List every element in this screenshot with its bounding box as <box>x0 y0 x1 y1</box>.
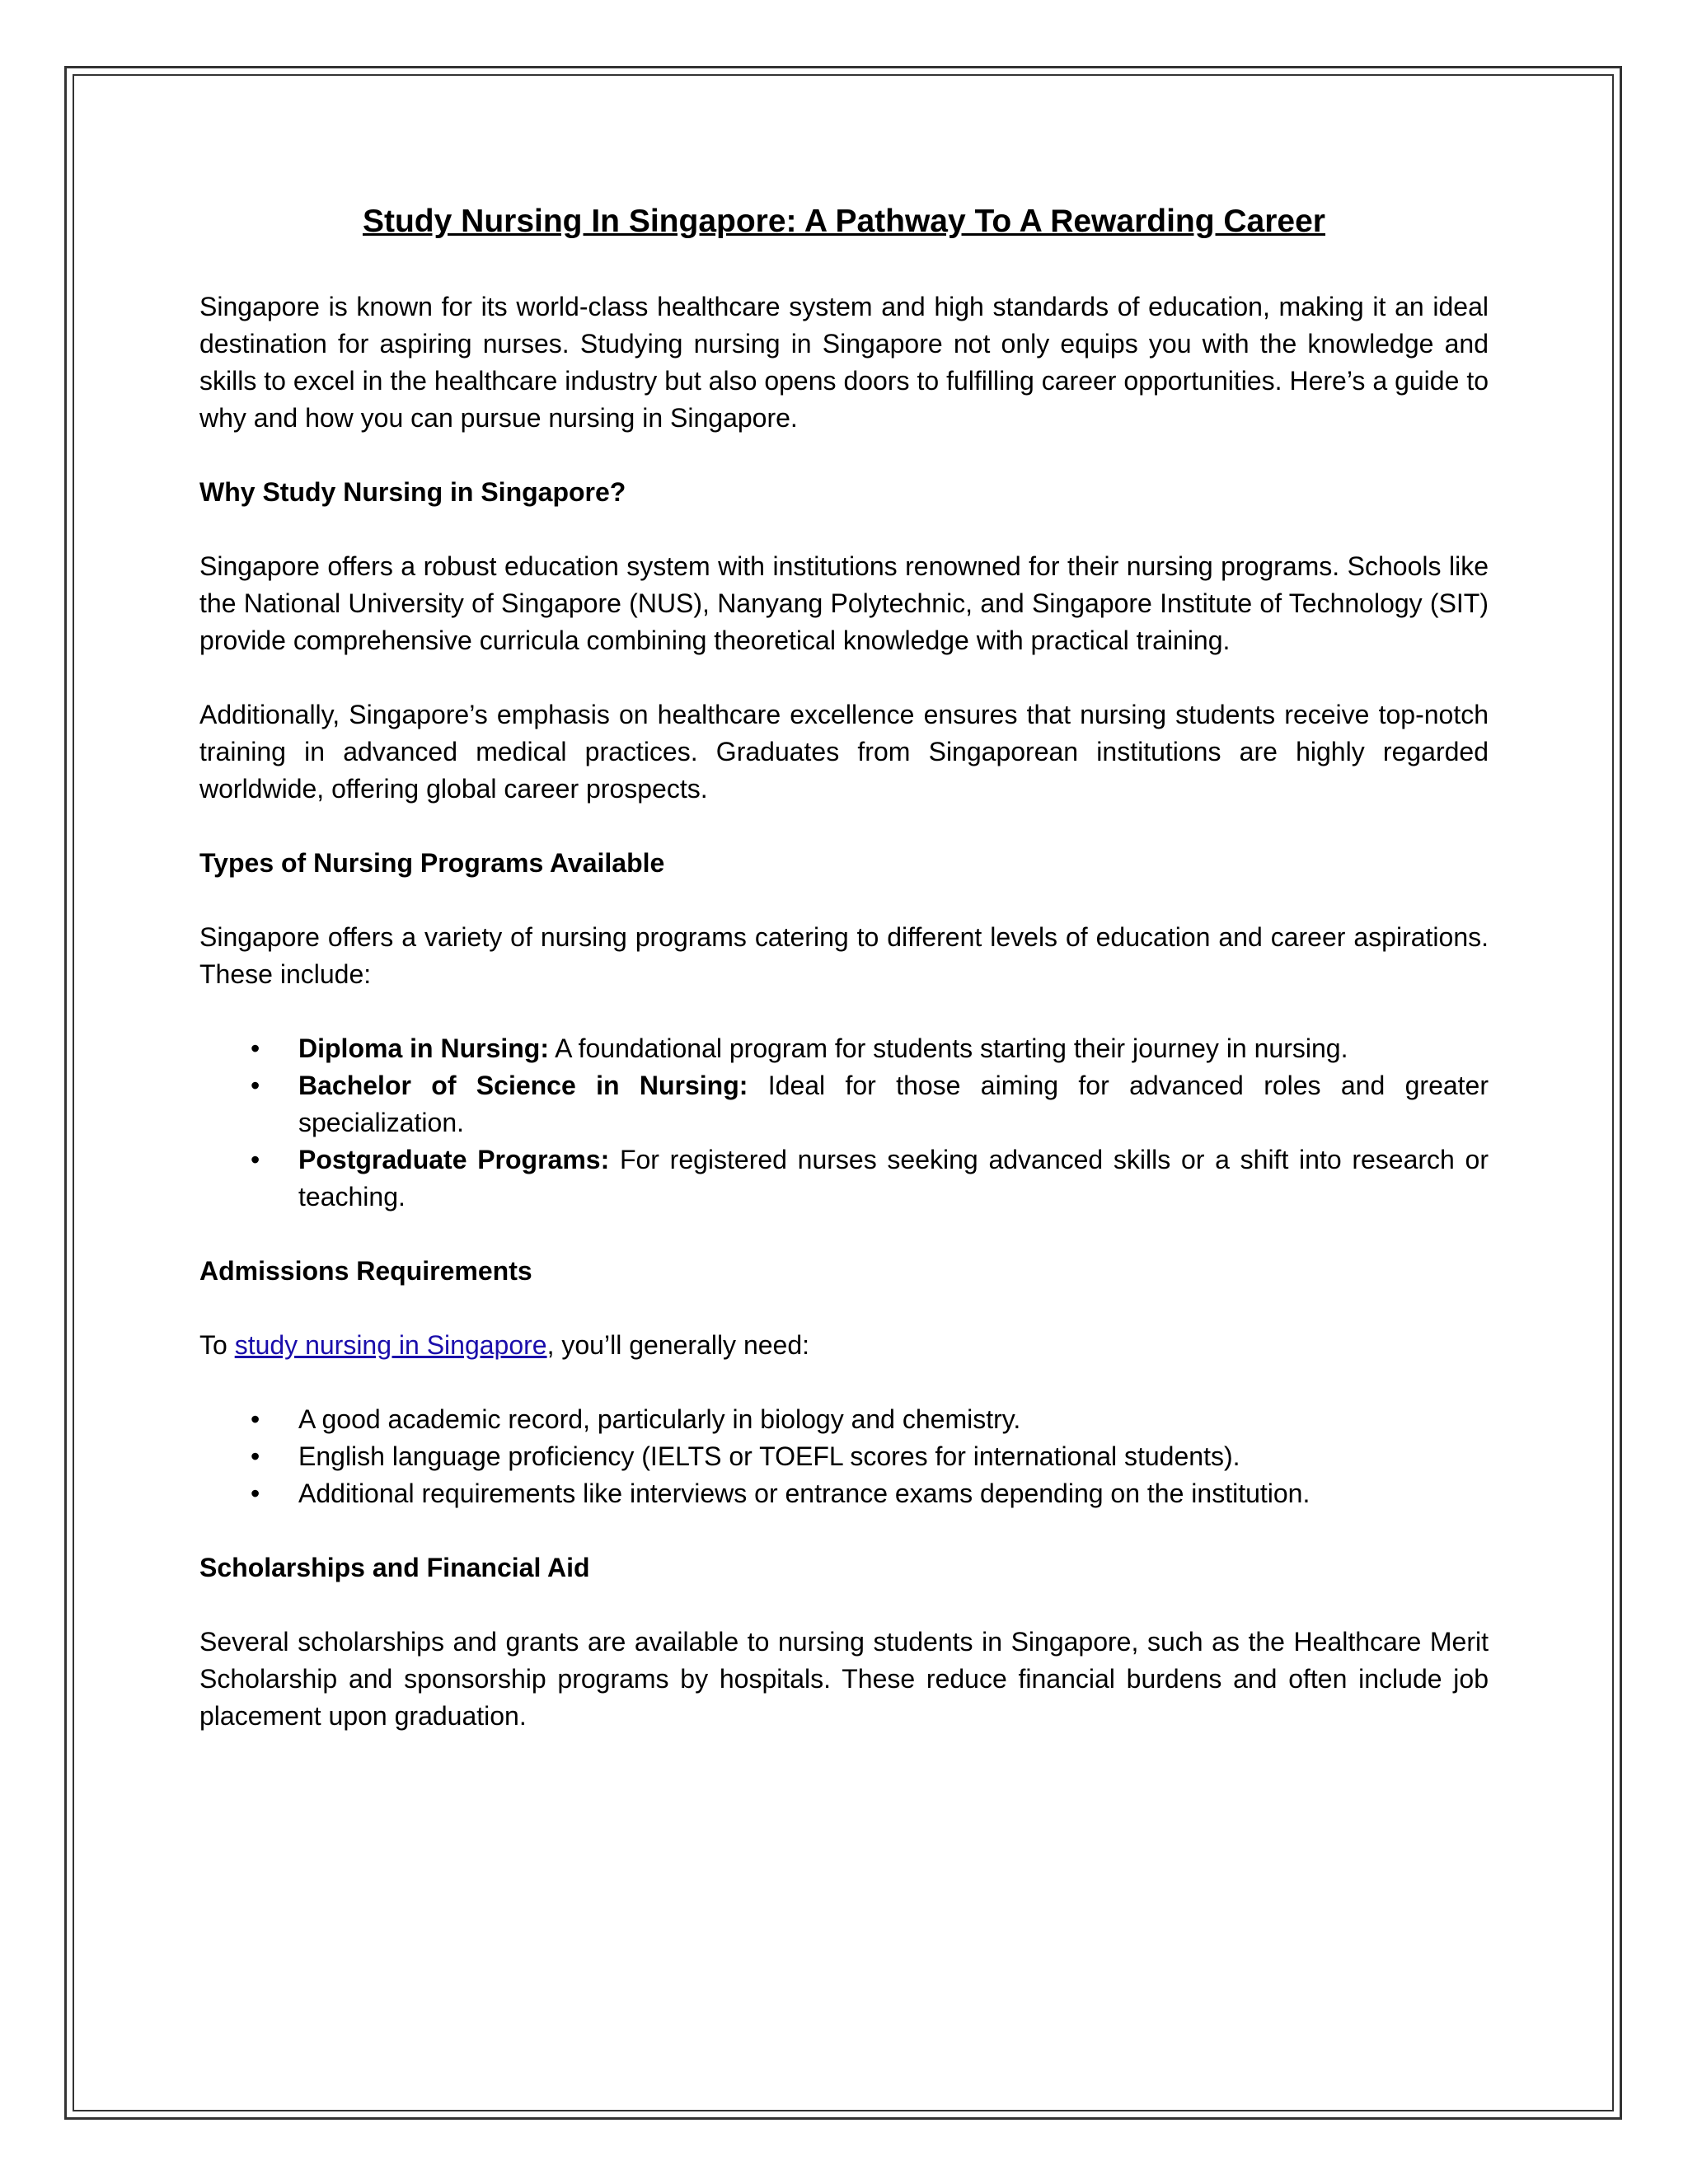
programs-heading: Types of Nursing Programs Available <box>199 848 665 878</box>
program-term: Diploma in Nursing: <box>298 1033 549 1063</box>
bullet-icon: • <box>251 1479 260 1508</box>
bullet-icon: • <box>251 1441 260 1471</box>
program-description: A foundational program for students starting their journey in nursing. <box>549 1033 1348 1063</box>
document-title: Study Nursing In Singapore: A Pathway To A Rewarding Career <box>362 204 1325 239</box>
list-item <box>199 1438 1489 1475</box>
admissions-heading: Admissions Requirements <box>199 1256 532 1286</box>
program-description: Ideal for those aiming for advanced roles and greater specialization. <box>298 1071 1489 1137</box>
bullet-icon: • <box>251 1404 260 1434</box>
requirement-text: A good academic record, particularly in biology and chemistry. <box>298 1404 1021 1434</box>
study-nursing-link[interactable]: study nursing in Singapore <box>234 1330 547 1360</box>
why-paragraph-2: Additionally, Singapore’s emphasis on healthcare excellence ensures that nursing students receive top-notch training in advanced medical practices. Graduates from Singaporean institutions are highly regarded worldwide, offering global career prospects. <box>199 700 1489 804</box>
intro-paragraph: Singapore is known for its world-class healthcare system and high standards of education, making it an ideal destination for aspiring nurses. Studying nursing in Singapore not only equips you with the knowledge and skills to excel in the healthcare industry but also opens doors to fulfilling career opportunities. Here’s a guide to why and how you can pursue nursing in Singapore. <box>199 292 1489 433</box>
program-term: Postgraduate Programs: <box>298 1145 610 1174</box>
requirement-text: Additional requirements like interviews or entrance exams depending on the institution. <box>298 1479 1311 1508</box>
requirement-text: English language proficiency (IELTS or TOEFL scores for international students). <box>298 1441 1240 1471</box>
why-study-heading: Why Study Nursing in Singapore? <box>199 477 626 507</box>
list-item <box>199 1141 1489 1216</box>
program-description: For registered nurses seeking advanced skills or a shift into research or teaching. <box>298 1145 1489 1212</box>
admissions-intro-prefix: To <box>199 1330 235 1360</box>
bullet-icon: • <box>251 1033 260 1063</box>
bullet-icon: • <box>251 1145 260 1174</box>
list-item <box>199 1030 1489 1067</box>
programs-list <box>199 1030 1489 1216</box>
scholarships-heading: Scholarships and Financial Aid <box>199 1553 590 1582</box>
program-term: Bachelor of Science in Nursing: <box>298 1071 748 1100</box>
why-paragraph-1: Singapore offers a robust education system with institutions renowned for their nursing programs. Schools like the National University of Singapore (NUS), Nanyang Polytechnic, and Singapore Institute of Technology (SIT) provide comprehensive curricula combining theoretical knowledge with practical training. <box>199 551 1489 655</box>
list-item <box>199 1067 1489 1141</box>
admissions-list <box>199 1401 1489 1512</box>
list-item <box>199 1401 1489 1438</box>
admissions-intro-suffix: , you’ll generally need: <box>546 1330 810 1360</box>
document-body <box>199 198 1489 1735</box>
admissions-intro <box>199 1327 1489 1364</box>
bullet-icon: • <box>251 1071 260 1100</box>
list-item <box>199 1475 1489 1512</box>
programs-intro: Singapore offers a variety of nursing programs catering to different levels of education and career aspirations. These include: <box>199 922 1489 989</box>
scholarships-paragraph: Several scholarships and grants are available to nursing students in Singapore, such as the Healthcare Merit Scholarship and sponsorship programs by hospitals. These reduce financial burdens and often include job placement upon graduation. <box>199 1627 1489 1731</box>
